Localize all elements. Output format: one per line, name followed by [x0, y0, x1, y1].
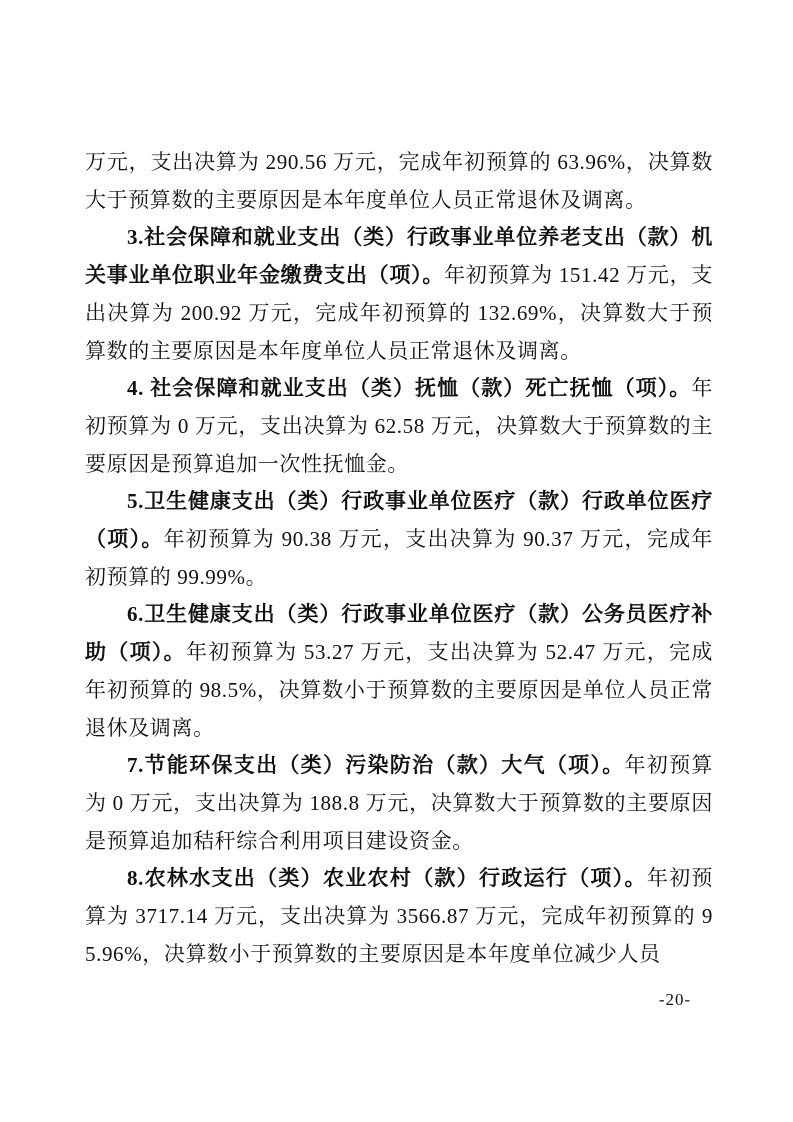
paragraph-text: 年初预算为 0 万元，支出决算为 62.58 万元，决算数大于预算数的主要原因是预算追加一次性抚恤金。: [85, 376, 713, 476]
paragraph-item-8: [85, 860, 713, 973]
paragraph-item-3: [85, 219, 713, 370]
paragraph-text: 年初预算为 151.42 万元，支出决算为 200.92 万元，完成年初预算的 132.69%，决算数大于预算数的主要原因是本年度单位人员正常退休及调离。: [85, 263, 713, 363]
paragraph-heading: 4. 社会保障和就业支出（类）抚恤（款）死亡抚恤（项）。: [127, 376, 692, 401]
paragraph-item-5: [85, 483, 713, 596]
paragraph-text: 万元，支出决算为 290.56 万元，完成年初预算的 63.96%，决算数大于预算数的主要原因是本年度单位人员正常退休及调离。: [85, 150, 713, 212]
paragraph-text: 年初预算为 3717.14 万元，支出决算为 3566.87 万元，完成年初预算的 95.96%，决算数小于预算数的主要原因是本年度单位减少人员: [85, 866, 713, 966]
paragraph-text: 年初预算为 53.27 万元，支出决算为 52.47 万元，完成年初预算的 98.5%，决算数小于预算数的主要原因是单位人员正常退休及调离。: [85, 640, 714, 740]
paragraph-continuation: [85, 144, 713, 219]
paragraph-heading: 7.节能环保支出（类）污染防治（款）大气（项）。: [127, 753, 625, 778]
page-number: -20-: [658, 990, 692, 1009]
paragraph-heading: 8.农林水支出（类）农业农村（款）行政运行（项）。: [127, 866, 647, 891]
paragraph-item-6: [85, 596, 713, 747]
paragraph-heading: 6.卫生健康支出（类）行政事业单位医疗（款）公务员医疗补助（项）。: [85, 602, 713, 665]
paragraph-text: 年初预算为 90.38 万元，支出决算为 90.37 万元，完成年初预算的 99.99%。: [85, 527, 713, 589]
paragraph-text: 年初预算为 0 万元，支出决算为 188.8 万元，决算数大于预算数的主要原因是预算追加秸秆综合利用项目建设资金。: [85, 753, 713, 853]
paragraph-item-4: [85, 370, 713, 483]
paragraph-heading: 5.卫生健康支出（类）行政事业单位医疗（款）行政单位医疗（项）。: [85, 489, 713, 552]
body-text: [85, 144, 713, 973]
paragraph-heading: 3.社会保障和就业支出（类）行政事业单位养老支出（款）机关事业单位职业年金缴费支出（项）。: [85, 225, 713, 288]
paragraph-item-7: [85, 747, 713, 860]
